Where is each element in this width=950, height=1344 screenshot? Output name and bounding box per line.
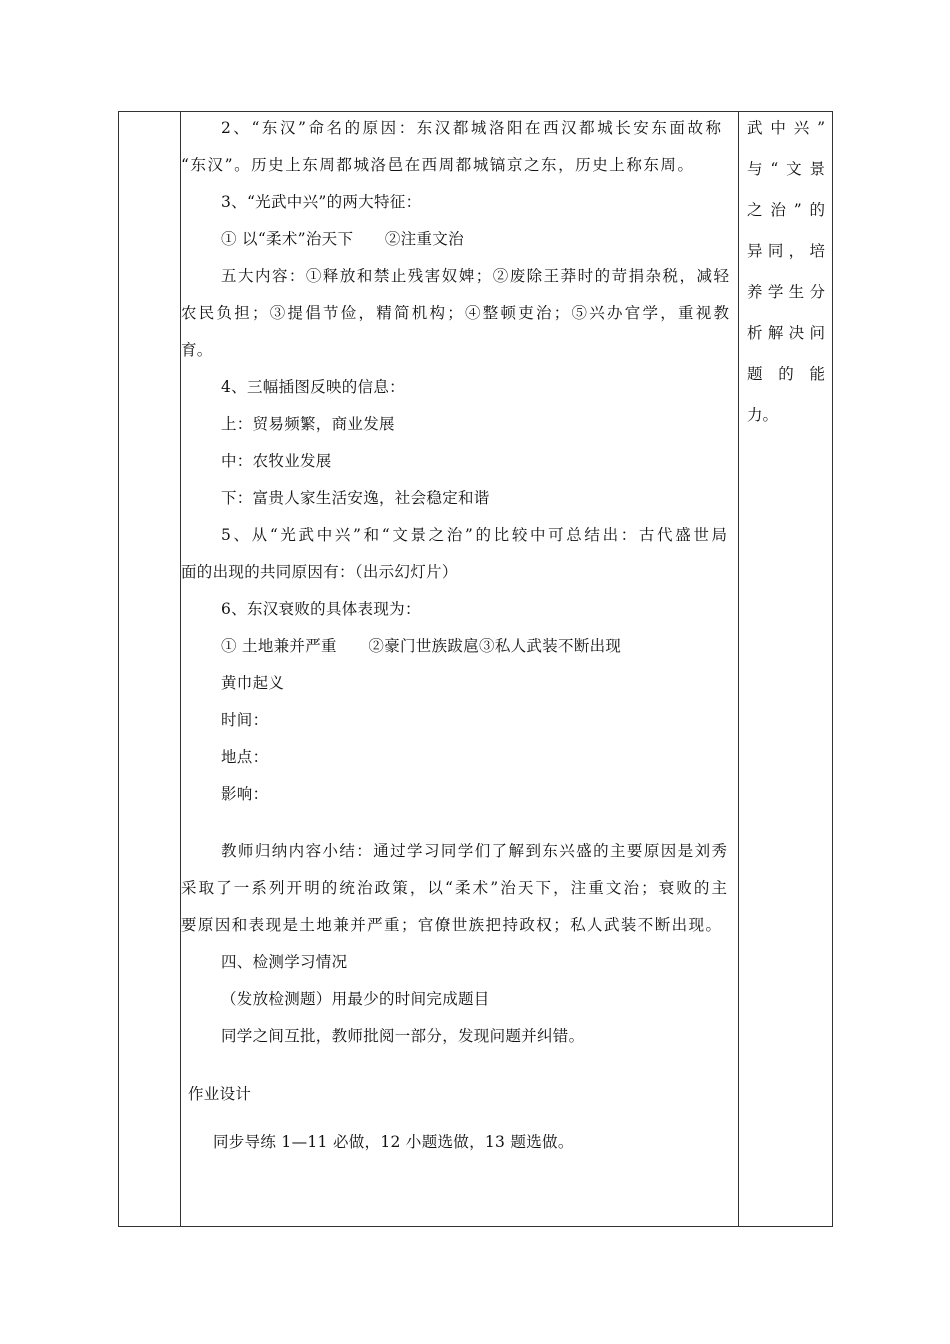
- text-line: 教师归纳内容小结：通过学习同学们了解到东兴盛的主要原因是刘秀: [221, 842, 727, 860]
- section-heading: 作业设计: [188, 1085, 252, 1103]
- text-line: 五大内容：①释放和禁止残害奴婢；②废除王莽时的苛捐杂税，减轻: [221, 267, 729, 285]
- side-text-line: 异同，培: [747, 242, 825, 260]
- text-line: 2、“东汉”命名的原因：东汉都城洛阳在西汉都城长安东面故称: [221, 119, 721, 137]
- text-line: 中：农牧业发展: [221, 452, 332, 470]
- text-line: 3、“光武中兴”的两大特征：: [221, 193, 422, 211]
- side-text-line: 武中兴”: [747, 119, 825, 137]
- text-line: 影响：: [221, 785, 269, 803]
- text-line: 面的出现的共同原因有：（出示幻灯片）: [181, 563, 458, 581]
- text-line: 下：富贵人家生活安逸，社会稳定和谐: [221, 489, 490, 507]
- text-line: 农民负担；③提倡节俭，精简机构；④整顿吏治；⑤兴办官学，重视教: [181, 304, 729, 322]
- text-line: 同步导练 1—11 必做，12 小题选做，13 题选做。: [213, 1133, 574, 1151]
- text-line: 4、三幅插图反映的信息：: [221, 378, 405, 396]
- text-line: ① 土地兼并严重 ②豪门世族跋扈③私人武装不断出现: [221, 637, 622, 655]
- text-line: 地点：: [221, 748, 269, 766]
- lesson-table: [118, 111, 833, 1227]
- text-line: 黄巾起义: [221, 674, 285, 692]
- text-line: “东汉”。历史上东周都城洛邑在西周都城镐京之东，历史上称东周。: [181, 156, 693, 174]
- text-line: 要原因和表现是土地兼并严重；官僚世族把持政权；私人武装不断出现。: [181, 916, 721, 934]
- side-text-line: 析解决问: [747, 324, 825, 342]
- text-line: 同学之间互批，教师批阅一部分，发现问题并纠错。: [221, 1027, 585, 1045]
- text-line: ① 以“柔术”治天下 ②注重文治: [221, 230, 464, 248]
- side-text-line: 题的能: [747, 365, 825, 383]
- column-divider-right: [738, 112, 739, 1226]
- text-line: 6、东汉衰败的具体表现为：: [221, 600, 421, 618]
- text-line: 5、从“光武中兴”和“文景之治”的比较中可总结出：古代盛世局: [221, 526, 727, 544]
- side-text-line: 力。: [747, 406, 779, 424]
- side-text-line: 之治”的: [747, 201, 825, 219]
- text-line: （发放检测题）用最少的时间完成题目: [221, 990, 490, 1008]
- text-line: 育。: [181, 341, 213, 359]
- text-line: 时间：: [221, 711, 269, 729]
- section-heading: 四、检测学习情况: [221, 953, 348, 971]
- side-text-line: 与“文景: [747, 160, 825, 178]
- text-line: 采取了一系列开明的统治政策，以“柔术”治天下，注重文治；衰败的主: [181, 879, 727, 897]
- main-content-cell: [181, 112, 738, 1226]
- side-text-line: 养学生分: [747, 283, 825, 301]
- text-line: 上：贸易频繁，商业发展: [221, 415, 395, 433]
